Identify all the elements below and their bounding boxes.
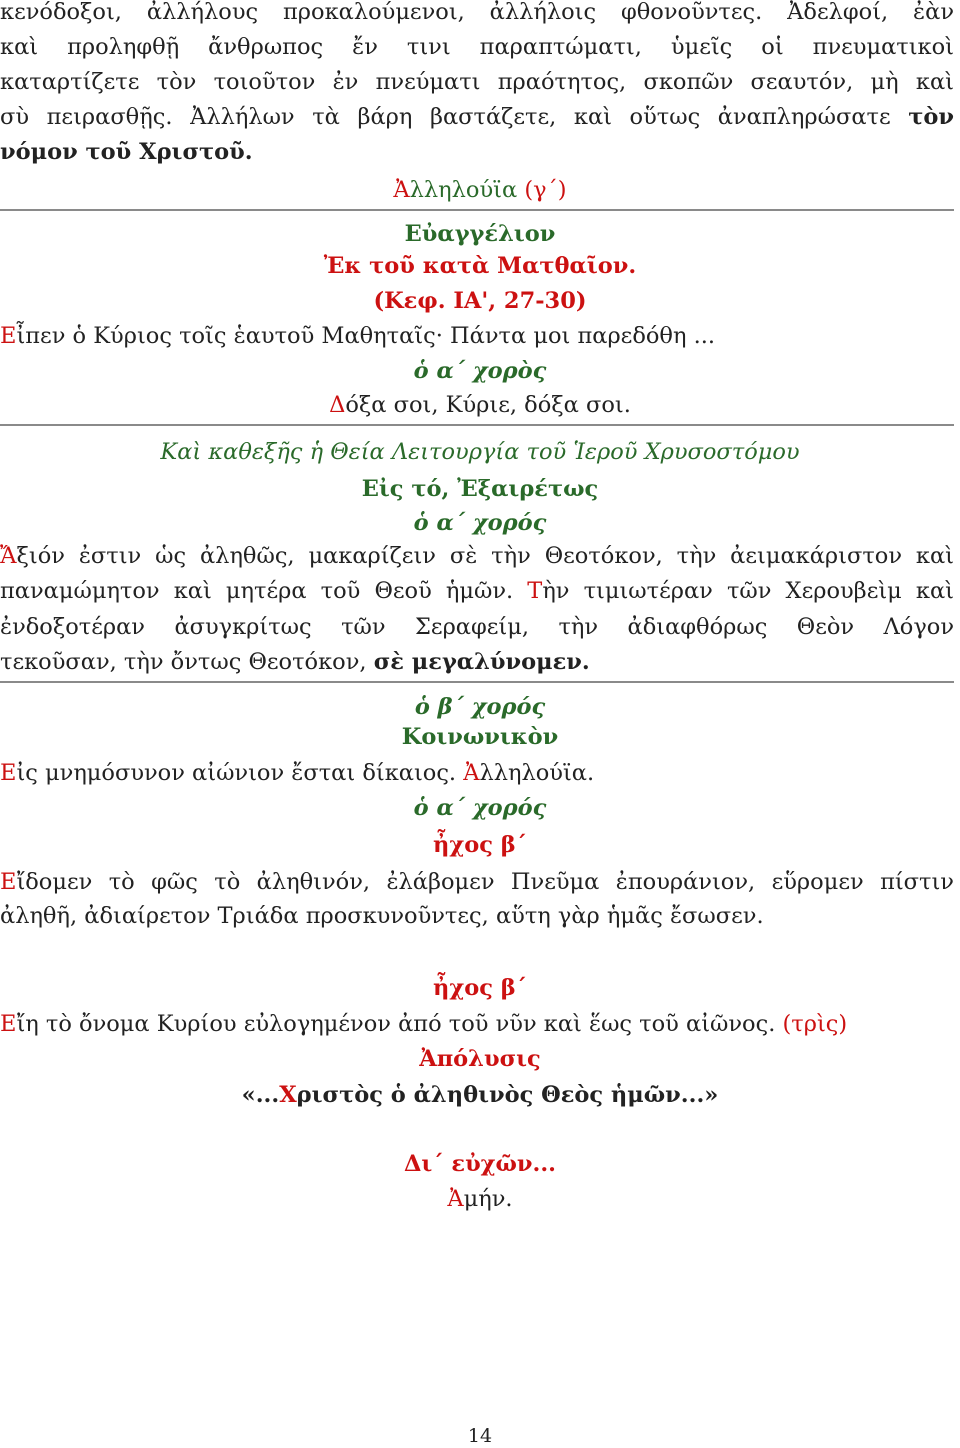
section-divider (0, 209, 954, 211)
gospel-title: Εὐαγγέλιον (404, 221, 556, 247)
red-initial: Ἀ (447, 1186, 464, 1212)
red-initial: Ε (0, 1011, 17, 1037)
text: ὴν τιμιωτέραν τῶν Χερουβεὶμ καὶ (542, 578, 954, 604)
red-initial: Δ (329, 392, 346, 418)
red-initial: Ἀ (393, 177, 410, 203)
tone-label: (γ΄) (524, 177, 567, 203)
text: καὶ προληφθῇ ἄνθρωπος ἔν τινι παραπτώματι, ὑμεῖς οἱ πνευματικοὶ (0, 34, 954, 60)
text: όξα σοι, Κύριε, δόξα σοι. (345, 392, 631, 418)
dismissal-title: Ἀπόλυσις (419, 1046, 541, 1072)
axion-line-2 (0, 573, 954, 609)
text: ἶπεν ὁ Κύριος τοῖς ἑαυτοῦ Μαθηταῖς· Πάντα μοι παρεδόθη ... (16, 323, 716, 349)
text: κενόδοξοι, ἀλλήλους προκαλούμενοι, ἀλλήλοις φθονοῦντες. Ἀδελφοί, ἐὰν (0, 0, 954, 25)
red-initial: Ἄ (0, 543, 17, 569)
text: ἰς μνημόσυνον αἰώνιον ἔσται δίκαιος. (16, 760, 457, 786)
emphasis: σὲ μεγαλύνομεν. (373, 649, 590, 675)
red-initial: Ε (0, 869, 17, 895)
page-number: 14 (467, 1425, 493, 1447)
epistle-line-5 (0, 134, 960, 170)
section-divider (0, 424, 954, 426)
text: ἐνδοξοτέραν ἀσυγκρίτως τῶν Σεραφείμ, τὴν ἀδιαφθόρως Θεὸν Λόγον (0, 614, 954, 640)
closing-prayers: Δι΄ εὐχῶν... (403, 1151, 557, 1177)
tone-label: ἦχος β΄ (433, 832, 527, 858)
text: ξιόν ἐστιν ὡς ἀληθῶς, μακαρίζειν σὲ τὴν Θεοτόκον, τὴν ἀειμακάριστον καὶ (16, 543, 954, 569)
text: καταρτίζετε τὸν τοιοῦτον ἐν πνεύματι πραότητος, σκοπῶν σεαυτόν, μὴ καὶ (0, 69, 954, 95)
red-initial: Ε (0, 760, 17, 786)
eidomen-line-1 (0, 864, 954, 900)
text: τεκοῦσαν, τὴν ὄντως Θεοτόκον, (0, 649, 367, 675)
eidomen-line-2 (0, 898, 960, 934)
axion-line-4 (0, 644, 960, 680)
red-initial: Τ (527, 578, 543, 604)
text: ριστὸς ὁ ἀληθινὸς Θεὸς ἡμῶν (296, 1082, 681, 1108)
gospel-subtitle: Ἐκ τοῦ κατὰ Ματθαῖον. (323, 253, 637, 279)
red-initial: Χ (279, 1082, 297, 1108)
epistle-line-2 (0, 29, 954, 65)
section-divider (0, 681, 954, 683)
text: λληλούϊα. (479, 760, 595, 786)
heading-text: λληλούϊα (409, 177, 518, 203)
epistle-line-1 (0, 0, 954, 30)
eie-text (0, 1006, 960, 1042)
emphasis: τὸν (908, 104, 954, 130)
rubric: (τρὶς) (782, 1011, 848, 1037)
text: ἴη τὸ ὄνομα Κυρίου εὐλογημένον ἀπό τοῦ νῦν καὶ ἕως τοῦ αἰῶνος. (16, 1011, 776, 1037)
amen (0, 1181, 960, 1217)
text: ...» (680, 1082, 719, 1108)
choir-label: ὁ α΄ χορός (413, 510, 547, 536)
red-initial: Ε (0, 323, 17, 349)
axion-line-1 (0, 538, 954, 574)
text: μήν. (463, 1186, 513, 1212)
text: ἴδομεν τὸ φῶς τὸ ἀληθινόν, ἐλάβομεν Πνεῦμα ἐπουράνιον, εὕρομεν πίστιν (16, 869, 954, 895)
choir-label: ὁ α΄ χορὸς (413, 358, 547, 384)
dismissal-text (0, 1077, 960, 1113)
communion-title: Κοινωνικὸν (401, 724, 559, 750)
alleluia-heading (0, 172, 960, 208)
emphasis: νόμον τοῦ Χριστοῦ. (0, 139, 253, 165)
gospel-text (0, 318, 960, 354)
choir-label: ὁ β΄ χορός (414, 694, 546, 720)
epistle-line-3 (0, 64, 954, 100)
liturgy-title: Καὶ καθεξῆς ἡ Θεία Λειτουργία τοῦ Ἱεροῦ Χρυσοστόμου (160, 439, 800, 465)
text: παναμώμητον καὶ μητέρα τοῦ Θεοῦ ἡμῶν. (0, 578, 514, 604)
axion-line-3 (0, 609, 954, 645)
gospel-chapter: (Κεφ. ΙΑ', 27-30) (373, 288, 587, 314)
doxa-response (0, 387, 960, 423)
eis-to-heading: Εἰς τό, Ἐξαιρέτως (361, 476, 599, 502)
communion-text (0, 755, 960, 791)
red-initial: Ἀ (463, 760, 480, 786)
tone-label: ἦχος β΄ (433, 975, 527, 1001)
text: σὺ πειρασθῇς. Ἀλλήλων τὰ βάρη βαστάζετε, καὶ οὕτως ἀναπληρώσατε (0, 104, 891, 130)
text: ἀληθῆ, ἀδιαίρετον Τριάδα προσκυνοῦντες, αὕτη γὰρ ἡμᾶς ἔσωσεν. (0, 903, 764, 929)
choir-label: ὁ α΄ χορός (413, 795, 547, 821)
epistle-line-4 (0, 99, 954, 135)
text: «... (241, 1082, 280, 1108)
